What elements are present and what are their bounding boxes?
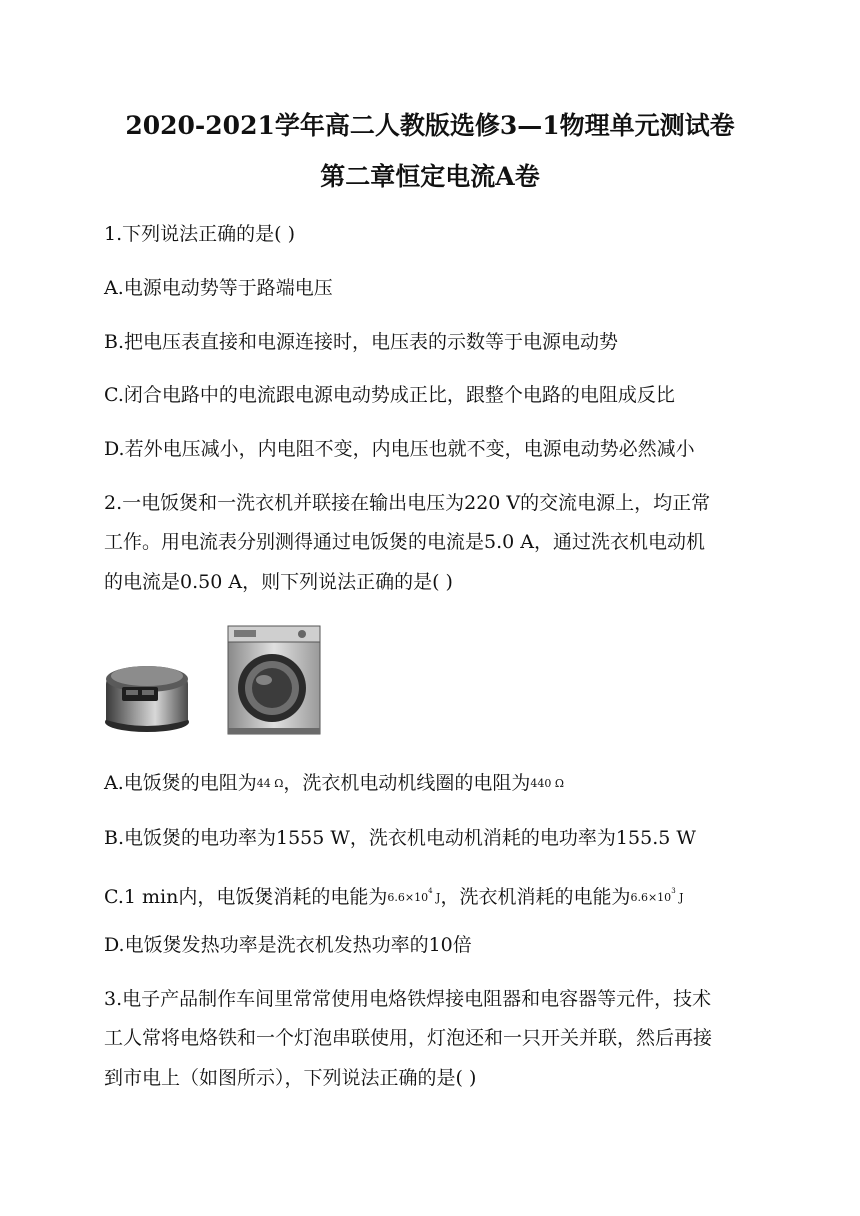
rice-cooker-energy-unit: J — [432, 891, 441, 904]
question-1-option-b: B.把电压表直接和电源连接时，电压表的示数等于电源电动势 — [104, 331, 619, 353]
question-1-stem: 1.下列说法正确的是( ) — [104, 223, 295, 245]
document-title: 2020-2021学年高二人教版选修3—1物理单元测试卷 — [125, 111, 735, 140]
question-2-option-b: B.电饭煲的电功率为1555 W，洗衣机电动机消耗的电功率为155.5 W — [104, 827, 696, 849]
question-2-option-a-prefix: A.电饭煲的电阻为 — [104, 772, 257, 794]
question-2-stem-line-3: 的电流是0.50 A，则下列说法正确的是( ) — [104, 571, 453, 593]
washing-machine-energy — [630, 887, 684, 904]
document-subtitle: 第二章恒定电流A卷 — [320, 162, 540, 191]
appliance-pictures — [102, 624, 342, 739]
question-2-option-d: D.电饭煲发热功率是洗衣机发热功率的10倍 — [104, 934, 472, 956]
question-2-option-a-mid: ，洗衣机电动机线圈的电阻为 — [283, 772, 531, 794]
question-2-option-a — [104, 770, 564, 797]
washing-machine-energy-unit: J — [675, 891, 684, 904]
question-3-stem-line-2: 工人常将电烙铁和一个灯泡串联使用，灯泡还和一只开关并联，然后再接 — [104, 1027, 713, 1049]
washing-machine-image — [228, 626, 320, 734]
rice-cooker-image — [105, 666, 189, 732]
rice-cooker-energy-base: 6.6×10 — [387, 891, 429, 904]
washing-machine-energy-base: 6.6×10 — [630, 891, 672, 904]
question-1-option-c: C.闭合电路中的电流跟电源电动势成正比，跟整个电路的电阻成反比 — [104, 384, 675, 406]
motor-coil-resistance: 440 Ω — [530, 777, 565, 790]
question-1-option-d: D.若外电压减小，内电阻不变，内电压也就不变，电源电动势必然减小 — [104, 438, 695, 460]
question-2-stem-line-2: 工作。用电流表分别测得通过电饭煲的电流是5.0 A，通过洗衣机电动机 — [104, 531, 705, 553]
question-2-option-c — [104, 878, 684, 911]
rice-cooker-energy-exponent: 4 — [428, 887, 433, 895]
question-2-option-c-prefix: C.1 min内，电饭煲消耗的电能为 — [104, 886, 388, 908]
question-1-option-a: A.电源电动势等于路端电压 — [104, 277, 333, 299]
washing-machine-energy-exponent: 3 — [671, 887, 676, 895]
rice-cooker-energy — [387, 887, 441, 904]
question-2-stem-line-1: 2.一电饭煲和一洗衣机并联接在输出电压为220 V的交流电源上，均正常 — [104, 492, 711, 514]
rice-cooker-resistance: 44 Ω — [256, 777, 284, 790]
question-3-stem-line-1: 3.电子产品制作车间里常常使用电烙铁焊接电阻器和电容器等元件，技术 — [104, 988, 712, 1010]
question-3-stem-line-3: 到市电上（如图所示），下列说法正确的是( ) — [104, 1067, 477, 1089]
question-2-option-c-mid: ，洗衣机消耗的电能为 — [440, 886, 631, 908]
